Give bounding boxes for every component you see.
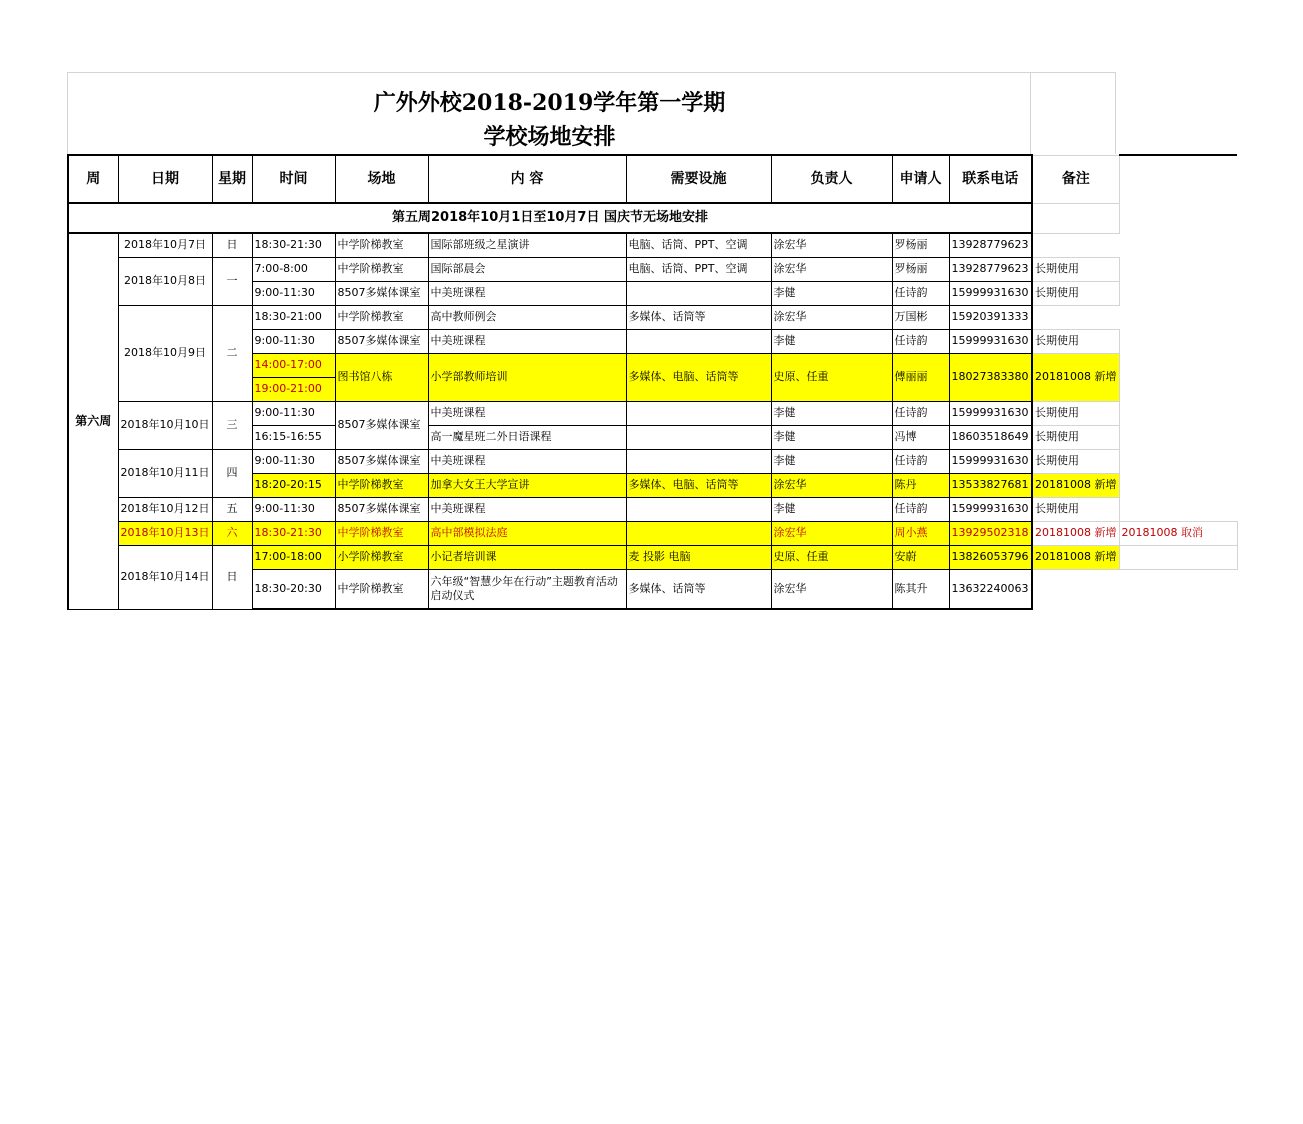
cell-phone: 13533827681 bbox=[949, 473, 1032, 497]
schedule-table bbox=[67, 154, 1238, 610]
cell-content: 中美班课程 bbox=[428, 401, 626, 425]
cell-weekday: 一 bbox=[212, 257, 252, 305]
cell-remark: 长期使用 bbox=[1032, 329, 1119, 353]
cell-person: 涂宏华 bbox=[771, 257, 892, 281]
cell-venue: 中学阶梯教室 bbox=[335, 305, 428, 329]
cell-remark bbox=[1032, 305, 1119, 329]
cell-person: 李健 bbox=[771, 281, 892, 305]
header-person: 负责人 bbox=[771, 155, 892, 203]
cell-content: 高中教师例会 bbox=[428, 305, 626, 329]
cell-phone: 13928779623 bbox=[949, 257, 1032, 281]
cell-person: 李健 bbox=[771, 329, 892, 353]
cell-weekday: 五 bbox=[212, 497, 252, 521]
cell-date: 2018年10月12日 bbox=[118, 497, 212, 521]
cell-weekday: 日 bbox=[212, 233, 252, 257]
cell-venue: 图书馆八栋 bbox=[335, 353, 428, 401]
cell-venue: 8507多媒体课室 bbox=[335, 449, 428, 473]
cell-applicant: 罗杨丽 bbox=[892, 233, 949, 257]
cell-time: 18:30-21:30 bbox=[252, 521, 335, 545]
cell-time: 9:00-11:30 bbox=[252, 449, 335, 473]
cell-venue: 中学阶梯教室 bbox=[335, 473, 428, 497]
cell-content: 高一魔星班二外日语课程 bbox=[428, 425, 626, 449]
cell-remark: 长期使用 bbox=[1032, 257, 1119, 281]
cell-person: 史原、任重 bbox=[771, 545, 892, 569]
cell-time: 16:15-16:55 bbox=[252, 425, 335, 449]
cell-venue: 中学阶梯教室 bbox=[335, 233, 428, 257]
cell-applicant: 万国彬 bbox=[892, 305, 949, 329]
cell-remark: 20181008 新增 bbox=[1032, 473, 1119, 497]
cell-content: 小记者培训课 bbox=[428, 545, 626, 569]
cell-content: 加拿大女王大学宣讲 bbox=[428, 473, 626, 497]
cell-equipment: 麦 投影 电脑 bbox=[626, 545, 771, 569]
cell-phone: 15999931630 bbox=[949, 329, 1032, 353]
cell-venue: 中学阶梯教室 bbox=[335, 569, 428, 609]
cell-equipment: 多媒体、话筒等 bbox=[626, 569, 771, 609]
cell-date: 2018年10月7日 bbox=[118, 233, 212, 257]
cell-date: 2018年10月14日 bbox=[118, 545, 212, 609]
cell-phone: 13632240063 bbox=[949, 569, 1032, 609]
cell-content: 高中部模拟法庭 bbox=[428, 521, 626, 545]
table-row bbox=[68, 401, 1237, 425]
cell-weekday: 六 bbox=[212, 521, 252, 545]
cell-person: 李健 bbox=[771, 449, 892, 473]
notice-row bbox=[68, 203, 1237, 233]
table-row bbox=[68, 305, 1237, 329]
table-row bbox=[68, 233, 1237, 257]
cell-applicant: 任诗韵 bbox=[892, 281, 949, 305]
cell-content: 六年级“智慧少年在行动”主题教育活动启动仪式 bbox=[428, 569, 626, 609]
cell-date: 2018年10月11日 bbox=[118, 449, 212, 497]
cell-remark: 长期使用 bbox=[1032, 281, 1119, 305]
table-row bbox=[68, 257, 1237, 281]
cell-applicant: 傅丽丽 bbox=[892, 353, 949, 401]
table-row bbox=[68, 449, 1237, 473]
cell-content: 国际部班级之星演讲 bbox=[428, 233, 626, 257]
cell-applicant: 罗杨丽 bbox=[892, 257, 949, 281]
cell-time: 9:00-11:30 bbox=[252, 281, 335, 305]
cell-person: 涂宏华 bbox=[771, 305, 892, 329]
cell-date: 2018年10月10日 bbox=[118, 401, 212, 449]
cell-equipment: 多媒体、话筒等 bbox=[626, 305, 771, 329]
document-title: 广外外校2018-2019学年第一学期 bbox=[373, 90, 726, 116]
cell-time: 9:00-11:30 bbox=[252, 329, 335, 353]
cell-time: 18:20-20:15 bbox=[252, 473, 335, 497]
header-date: 日期 bbox=[118, 155, 212, 203]
cell-content: 小学部教师培训 bbox=[428, 353, 626, 401]
cell-date: 2018年10月8日 bbox=[118, 257, 212, 305]
header-weekday: 星期 bbox=[212, 155, 252, 203]
header-equipment: 需要设施 bbox=[626, 155, 771, 203]
cell-date: 2018年10月13日 bbox=[118, 521, 212, 545]
cell-remark: 长期使用 bbox=[1032, 497, 1119, 521]
header-week: 周 bbox=[68, 155, 118, 203]
cell-equipment bbox=[626, 281, 771, 305]
cell-content: 中美班课程 bbox=[428, 449, 626, 473]
cell-phone: 15999931630 bbox=[949, 281, 1032, 305]
cell-weekday: 日 bbox=[212, 545, 252, 609]
cell-date: 2018年10月9日 bbox=[118, 305, 212, 401]
cell-remark: 长期使用 bbox=[1032, 425, 1119, 449]
table-row bbox=[68, 545, 1237, 569]
header-content: 内 容 bbox=[428, 155, 626, 203]
cell-weekday: 四 bbox=[212, 449, 252, 497]
cell-phone: 18603518649 bbox=[949, 425, 1032, 449]
header-venue: 场地 bbox=[335, 155, 428, 203]
cell-venue: 8507多媒体课室 bbox=[335, 401, 428, 449]
cell-equipment: 电脑、话筒、PPT、空调 bbox=[626, 233, 771, 257]
cell-venue: 中学阶梯教室 bbox=[335, 257, 428, 281]
cell-content: 中美班课程 bbox=[428, 497, 626, 521]
document-subtitle: 学校场地安排 bbox=[483, 124, 616, 150]
cell-phone: 15999931630 bbox=[949, 401, 1032, 425]
cell-equipment bbox=[626, 497, 771, 521]
cell-content: 中美班课程 bbox=[428, 329, 626, 353]
cell-extra-remark: 20181008 取消 bbox=[1119, 521, 1237, 545]
cell-applicant: 陈丹 bbox=[892, 473, 949, 497]
cell-time: 14:00-17:00 bbox=[252, 353, 335, 377]
cell-phone: 18027383380 bbox=[949, 353, 1032, 401]
cell-venue: 中学阶梯教室 bbox=[335, 521, 428, 545]
cell-person: 涂宏华 bbox=[771, 233, 892, 257]
cell-person: 涂宏华 bbox=[771, 521, 892, 545]
cell-remark: 长期使用 bbox=[1032, 449, 1119, 473]
header-row bbox=[68, 155, 1237, 203]
cell-person: 涂宏华 bbox=[771, 473, 892, 497]
cell-phone: 15999931630 bbox=[949, 497, 1032, 521]
cell-equipment bbox=[626, 401, 771, 425]
cell-venue: 8507多媒体课室 bbox=[335, 497, 428, 521]
header-time: 时间 bbox=[252, 155, 335, 203]
cell-remark: 20181008 新增 bbox=[1032, 353, 1119, 401]
cell-remark: 20181008 新增 bbox=[1032, 521, 1119, 545]
table-row bbox=[68, 497, 1237, 521]
header-remark: 备注 bbox=[1032, 155, 1119, 203]
cell-time: 18:30-20:30 bbox=[252, 569, 335, 609]
cell-applicant: 任诗韵 bbox=[892, 329, 949, 353]
cell-time: 17:00-18:00 bbox=[252, 545, 335, 569]
cell-applicant: 任诗韵 bbox=[892, 401, 949, 425]
cell-applicant: 任诗韵 bbox=[892, 497, 949, 521]
notice-text: 第五周2018年10月1日至10月7日 国庆节无场地安排 bbox=[68, 203, 1032, 233]
cell-equipment: 多媒体、电脑、话筒等 bbox=[626, 353, 771, 401]
cell-venue: 小学阶梯教室 bbox=[335, 545, 428, 569]
cell-time: 18:30-21:30 bbox=[252, 233, 335, 257]
cell-equipment bbox=[626, 425, 771, 449]
cell-time: 18:30-21:00 bbox=[252, 305, 335, 329]
cell-equipment: 多媒体、电脑、话筒等 bbox=[626, 473, 771, 497]
cell-person: 李健 bbox=[771, 425, 892, 449]
cell-content: 中美班课程 bbox=[428, 281, 626, 305]
cell-remark bbox=[1032, 569, 1119, 609]
cell-applicant: 冯博 bbox=[892, 425, 949, 449]
cell-applicant: 任诗韵 bbox=[892, 449, 949, 473]
week-label: 第六周 bbox=[68, 233, 118, 609]
cell-equipment bbox=[626, 449, 771, 473]
cell-phone: 15920391333 bbox=[949, 305, 1032, 329]
cell-weekday: 二 bbox=[212, 305, 252, 401]
cell-equipment bbox=[626, 521, 771, 545]
cell-person: 涂宏华 bbox=[771, 569, 892, 609]
cell-remark: 20181008 新增 bbox=[1032, 545, 1119, 569]
header-phone: 联系电话 bbox=[949, 155, 1032, 203]
cell-remark: 长期使用 bbox=[1032, 401, 1119, 425]
cell-person: 李健 bbox=[771, 401, 892, 425]
cell-phone: 15999931630 bbox=[949, 449, 1032, 473]
cell-applicant: 周小燕 bbox=[892, 521, 949, 545]
header-applicant: 申请人 bbox=[892, 155, 949, 203]
cell-remark bbox=[1032, 233, 1119, 257]
cell-content: 国际部晨会 bbox=[428, 257, 626, 281]
cell-time: 9:00-11:30 bbox=[252, 401, 335, 425]
cell-time: 7:00-8:00 bbox=[252, 257, 335, 281]
cell-phone: 13826053796 bbox=[949, 545, 1032, 569]
table-row bbox=[68, 521, 1237, 545]
cell-venue: 8507多媒体课室 bbox=[335, 329, 428, 353]
cell-applicant: 安蔚 bbox=[892, 545, 949, 569]
cell-phone: 13929502318 bbox=[949, 521, 1032, 545]
cell-phone: 13928779623 bbox=[949, 233, 1032, 257]
cell-weekday: 三 bbox=[212, 401, 252, 449]
title-side-cell bbox=[1030, 72, 1116, 154]
cell-person: 史原、任重 bbox=[771, 353, 892, 401]
cell-person: 李健 bbox=[771, 497, 892, 521]
cell-time: 9:00-11:30 bbox=[252, 497, 335, 521]
title-block bbox=[67, 72, 1030, 154]
cell-equipment bbox=[626, 329, 771, 353]
cell-time: 19:00-21:00 bbox=[252, 377, 335, 401]
cell-equipment: 电脑、话筒、PPT、空调 bbox=[626, 257, 771, 281]
cell-applicant: 陈其升 bbox=[892, 569, 949, 609]
cell-venue: 8507多媒体课室 bbox=[335, 281, 428, 305]
